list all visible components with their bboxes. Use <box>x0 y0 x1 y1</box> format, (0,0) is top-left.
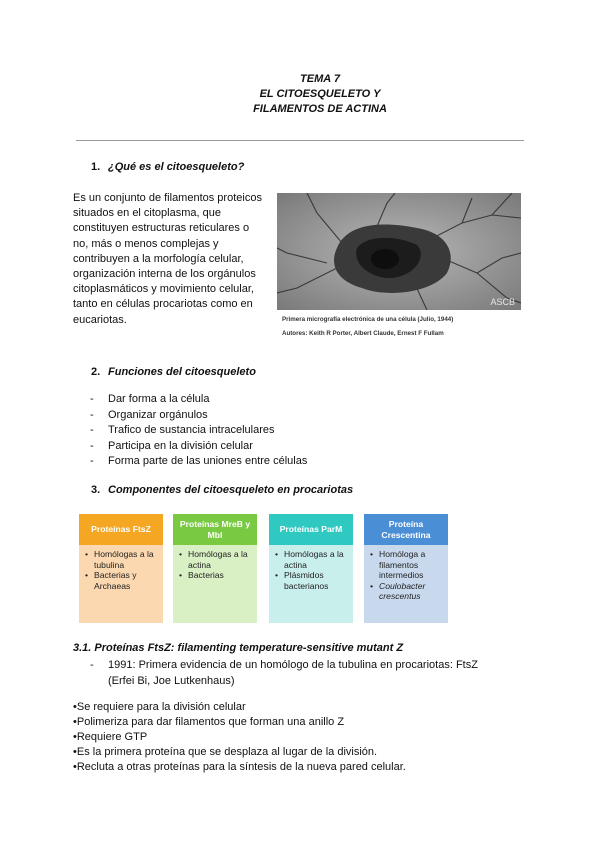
document-title <box>0 72 600 117</box>
box-mreb-header: Proteínas MreB y Mbl <box>173 514 257 545</box>
title-line-3: FILAMENTOS DE ACTINA <box>253 103 387 115</box>
list-item: - Trafico de sustancia intracelulares <box>90 423 307 439</box>
box-mreb-body <box>173 545 257 623</box>
list-item: - Organizar orgánulos <box>90 408 307 424</box>
section-3-heading: 3. Componentes del citoesqueleto en procariotas <box>91 484 354 496</box>
box-parm <box>269 514 353 623</box>
list-item: - Dar forma a la célula <box>90 392 307 408</box>
box-mreb <box>173 514 257 623</box>
image-watermark: ASCB <box>490 297 515 307</box>
list-item: • Se requiere para la división celular <box>73 700 406 715</box>
list-item: • Polimeriza para dar filamentos que forman una anillo Z <box>73 715 406 730</box>
box-parm-header: Proteínas ParM <box>269 514 353 545</box>
title-line-2: EL CITOESQUELETO Y <box>259 88 381 100</box>
list-item: • Plásmidos bacterianos <box>274 570 353 591</box>
section-1-heading: 1. ¿Qué es el citoesqueleto? <box>91 161 245 173</box>
title-divider <box>76 140 524 141</box>
ftsz-properties-list <box>73 700 406 775</box>
list-item: • Bacterias y Archaeas <box>84 570 163 591</box>
list-item: • Bacterias <box>178 570 257 581</box>
functions-list <box>90 392 307 470</box>
list-item: • Requiere GTP <box>73 730 406 745</box>
list-item: • Es la primera proteína que se desplaza al lugar de la división. <box>73 745 406 760</box>
history-list <box>90 658 510 689</box>
box-crescentina <box>364 514 448 623</box>
list-item: - Forma parte de las uniones entre células <box>90 454 307 470</box>
list-item: - 1991: Primera evidencia de un homólogo de la tubulina en procariotas: FtsZ (Erfei Bi, Joe Lutkenhaus) <box>90 658 510 689</box>
box-parm-body <box>269 545 353 623</box>
list-item: - Participa en la división celular <box>90 439 307 455</box>
cell-micrograph-image <box>277 193 521 310</box>
section-2-heading: 2. Funciones del citoesqueleto <box>91 366 256 378</box>
section-3-1-heading: 3.1. Proteínas FtsZ: filamenting temperature-sensitive mutant Z <box>73 642 404 654</box>
box-crescentina-body <box>364 545 448 623</box>
box-ftsz <box>79 514 163 623</box>
list-item: • Homólogas a la tubulina <box>84 549 163 570</box>
image-caption: Primera micrografía electrónica de una célula (Julio, 1944) <box>282 316 454 323</box>
box-ftsz-body <box>79 545 163 623</box>
list-item: • Homólogas a la actina <box>274 549 353 570</box>
section-1-paragraph: Es un conjunto de filamentos proteicos situados en el citoplasma, que constituyen estructuras reticulares o no, más o menos complejas y contribuyen a la morfología celular, organización interna de los orgánulos citoplasmáticos y movimiento celular, tanto en células procariotas como en eucariotas. <box>73 192 262 326</box>
list-item: • Coulobacter crescentus <box>369 581 448 602</box>
box-ftsz-header: Proteínas FtsZ <box>79 514 163 545</box>
image-authors: Autores: Keith R Porter, Albert Claude, Ernest F Fullam <box>282 330 444 337</box>
list-item: • Recluta a otras proteínas para la síntesis de la nueva pared celular. <box>73 760 406 775</box>
list-item: • Homóloga a filamentos intermedios <box>369 549 448 581</box>
micrograph-drawing <box>277 193 521 310</box>
list-item: • Homólogas a la actina <box>178 549 257 570</box>
box-crescentina-header: Proteína Crescentina <box>364 514 448 545</box>
title-line-1: TEMA 7 <box>300 73 340 85</box>
